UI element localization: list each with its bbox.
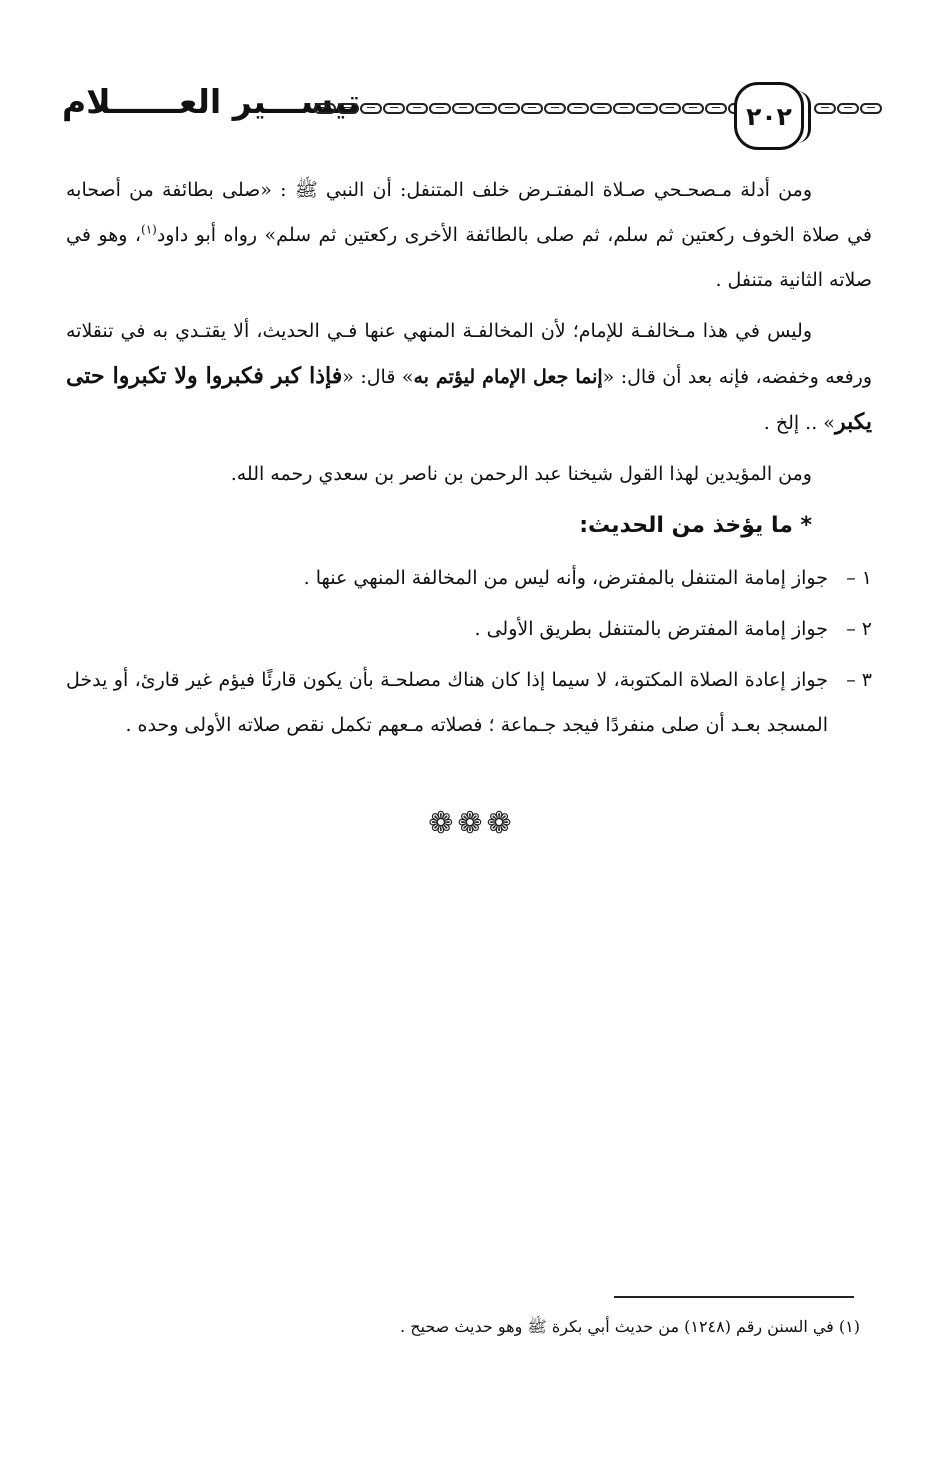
list-text: جواز إمامة المتنفل بالمفترض، وأنه ليس من المخالفة المنهي عنها .: [303, 567, 828, 589]
footnote-ref[interactable]: (١): [141, 222, 157, 237]
list-text: جواز إمامة المفترض بالمتنفل بطريق الأولى .: [474, 618, 828, 640]
list-item: [66, 607, 872, 652]
list-number: ١ –: [846, 567, 872, 589]
chain-link-icon: [314, 103, 336, 114]
chain-link-icon: [705, 103, 727, 114]
chain-link-icon: [475, 103, 497, 114]
chain-link-icon: [613, 103, 635, 114]
list-text: جواز إعادة الصلاة المكتوبة، لا سيما إذا كان هناك مصلحـة بأن يكون قارئًا فيؤم غير قارئ، أو يدخل المسجد بعـد أن صلى منفردًا فيجد جـماعة ؛ فصلاته مـعهم تكمل نقص صلاته الأولى وحده .: [66, 669, 828, 736]
chain-link-icon: [860, 103, 882, 114]
chain-link-icon: [837, 103, 859, 114]
chain-link-icon: [590, 103, 612, 114]
paragraph-3: ومن المؤيدين لهذا القول شيخنا عبد الرحمن بن ناصر بن سعدي رحمه الله.: [230, 463, 812, 485]
chain-link-icon: [544, 103, 566, 114]
flower-ornament-icon: ❁❁❁: [428, 806, 516, 841]
page-number: ٢٠٢: [734, 82, 804, 150]
chain-link-icon: [636, 103, 658, 114]
list-number: ٢ –: [846, 618, 872, 640]
chain-link-icon: [521, 103, 543, 114]
running-title: تيســـير العــــــلام: [62, 82, 361, 121]
body-text: [66, 168, 872, 754]
chain-link-icon: [406, 103, 428, 114]
footnote-divider: [614, 1296, 854, 1298]
footnote: (١) في السنن رقم (١٢٤٨) من حديث أبي بكرة ﷺ وهو حديث صحيح .: [400, 1317, 860, 1336]
paragraph-2: [66, 309, 872, 446]
chain-link-icon: [360, 103, 382, 114]
chain-link-icon: [814, 103, 836, 114]
hadith-quote-2: فإذا كبر فكبروا ولا تكبروا حتى يكبر: [66, 363, 872, 435]
chain-link-icon: [659, 103, 681, 114]
chain-link-icon: [682, 103, 704, 114]
chain-link-icon: [337, 103, 359, 114]
chain-link-icon: [429, 103, 451, 114]
chain-link-icon: [452, 103, 474, 114]
list-number: ٣ –: [846, 669, 872, 691]
page-header: [62, 82, 877, 162]
paragraph-2-text-middle: » قال: «: [342, 366, 414, 388]
chain-ornament-long: [314, 98, 766, 118]
chain-link-icon: [383, 103, 405, 114]
chain-link-icon: [498, 103, 520, 114]
chain-link-icon: [567, 103, 589, 114]
paragraph-1: [66, 168, 872, 303]
paragraph-2-text: وليس في هذا مـخالفـة للإمام؛ لأن المخالفـة المنهي عنها فـي الحديث، ألا يقتـدي به في تنقلاته ورفعه وخفضه، فإنه بعد أن قال: «: [66, 320, 873, 388]
paragraph-2-text-end: » .. إلخ .: [763, 412, 835, 434]
list-item: [66, 556, 872, 601]
paragraph-1-text: ومن أدلة مـصحـحي صـلاة المفتـرض خلف المتنفل: أن النبي ﷺ : «صلى بطائفة من أصحابه في صلاة الخوف ركعتين ثم سلم، ثم صلى بالطائفة الأخرى ركعتين ثم سلم» رواه أبو داود: [66, 179, 873, 246]
paragraph-1-text-end: ، وهو في صلاته الثانية متنفل .: [66, 224, 872, 291]
section-heading: * ما يؤخذ من الحديث:: [579, 513, 812, 538]
list-item: [66, 658, 872, 748]
hadith-quote: إنما جعل الإمام ليؤتم به: [413, 366, 603, 388]
chain-ornament-short: [814, 98, 878, 118]
